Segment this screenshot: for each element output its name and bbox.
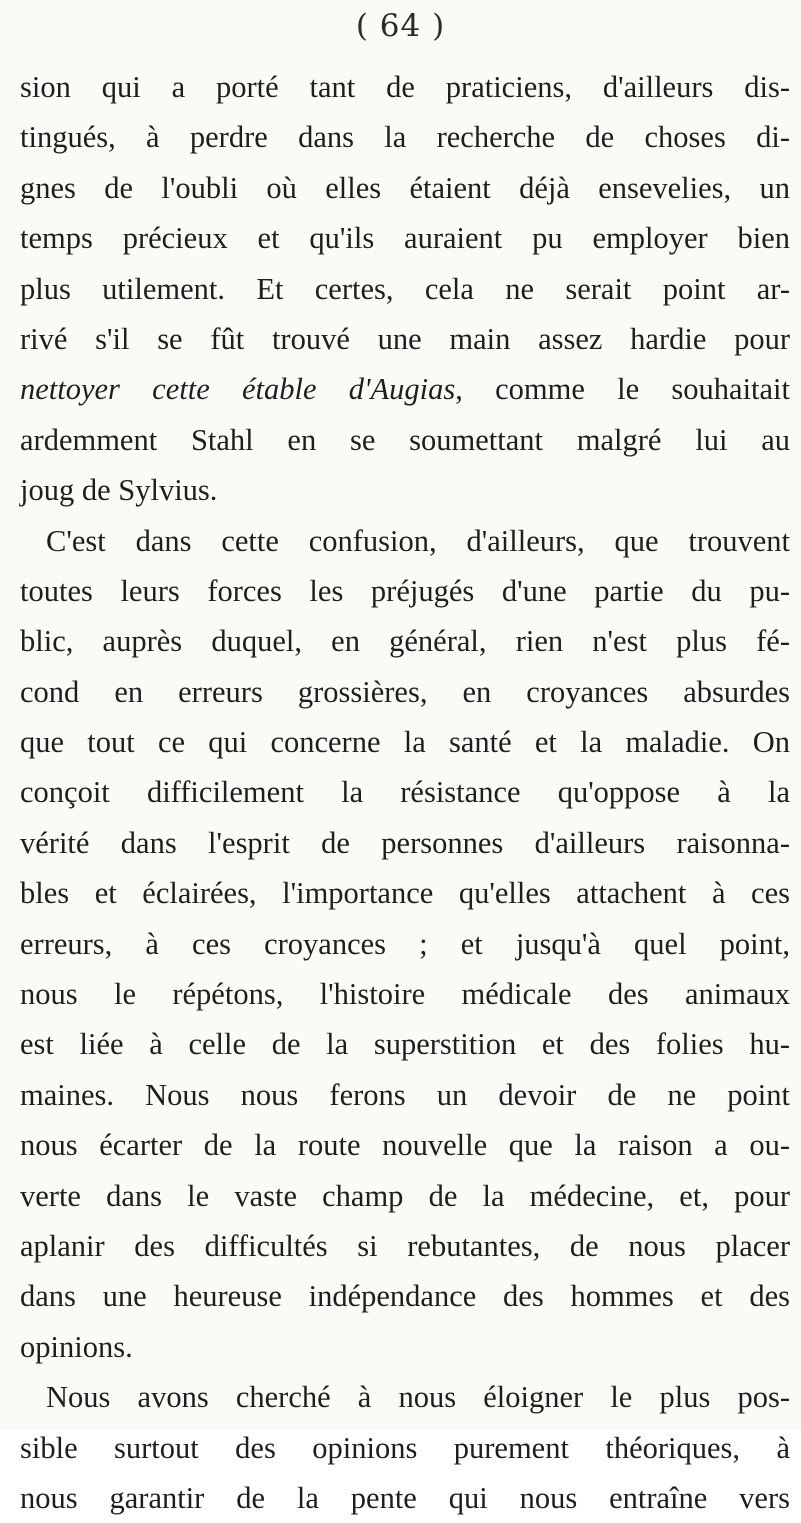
text-line: cond en erreurs grossières, en croyances absurdes: [20, 674, 790, 709]
text-line: sible surtout des opinions purement théoriques, à: [20, 1430, 790, 1465]
text-line: conçoit difficilement la résistance qu'oppose à la: [20, 775, 790, 810]
text-line: toutes leurs forces les préjugés d'une partie du pu-: [20, 573, 790, 608]
text-line: est liée à celle de la superstition et des folies hu-: [20, 1027, 790, 1062]
text-line: bles et éclairées, l'importance qu'elles attachent à ces: [20, 876, 790, 911]
text-line: erreurs, à ces croyances ; et jusqu'à quel point,: [20, 926, 790, 961]
text-line: plus utilement. Et certes, cela ne serait point ar-: [20, 271, 790, 306]
page-number: ( 64 ): [355, 8, 446, 44]
text-line: tingués, à perdre dans la recherche de choses di-: [20, 120, 790, 155]
text-line: nous écarter de la route nouvelle que la raison a ou-: [20, 1128, 790, 1163]
text-line: rivé s'il se fût trouvé une main assez hardie pour: [20, 321, 790, 356]
text-line-with-italic: [20, 364, 790, 414]
paragraph-end-line: opinions.: [20, 1329, 133, 1364]
text-line: vérité dans l'esprit de personnes d'ailleurs raisonna-: [20, 825, 790, 860]
paragraph-start-line: Nous avons cherché à nous éloigner le plus pos-: [46, 1380, 790, 1415]
text-line: nous le répétons, l'histoire médicale des animaux: [20, 977, 790, 1012]
text-line: que tout ce qui concerne la santé et la maladie. On: [20, 725, 790, 760]
italic-phrase: nettoyer cette étable d'Augias: [20, 372, 456, 407]
text-line: gnes de l'oubli où elles étaient déjà ensevelies, un: [20, 170, 790, 205]
text-line: verte dans le vaste champ de la médecine, et, pour: [20, 1178, 790, 1213]
paragraph-start-line: C'est dans cette confusion, d'ailleurs, que trouvent: [46, 523, 790, 558]
text-line: ardemment Stahl en se soumettant malgré lui au: [20, 422, 790, 457]
text-line: maines. Nous nous ferons un devoir de ne point: [20, 1077, 790, 1112]
text-line: dans une heureuse indépendance des hommes et des: [20, 1279, 790, 1314]
text-line-rest: , comme le souhaitait: [455, 372, 791, 407]
text-line: temps précieux et qu'ils auraient pu employer bien: [20, 221, 790, 256]
paragraph-end-line: joug de Sylvius.: [20, 473, 218, 508]
text-line: aplanir des difficultés si rebutantes, de nous placer: [20, 1228, 790, 1263]
text-line: nous garantir de la pente qui nous entraîne vers: [20, 1480, 790, 1515]
text-line: sion qui a porté tant de praticiens, d'ailleurs dis-: [20, 70, 790, 104]
text-line: blic, auprès duquel, en général, rien n'est plus fé-: [20, 624, 790, 659]
body-text: [20, 62, 790, 1523]
